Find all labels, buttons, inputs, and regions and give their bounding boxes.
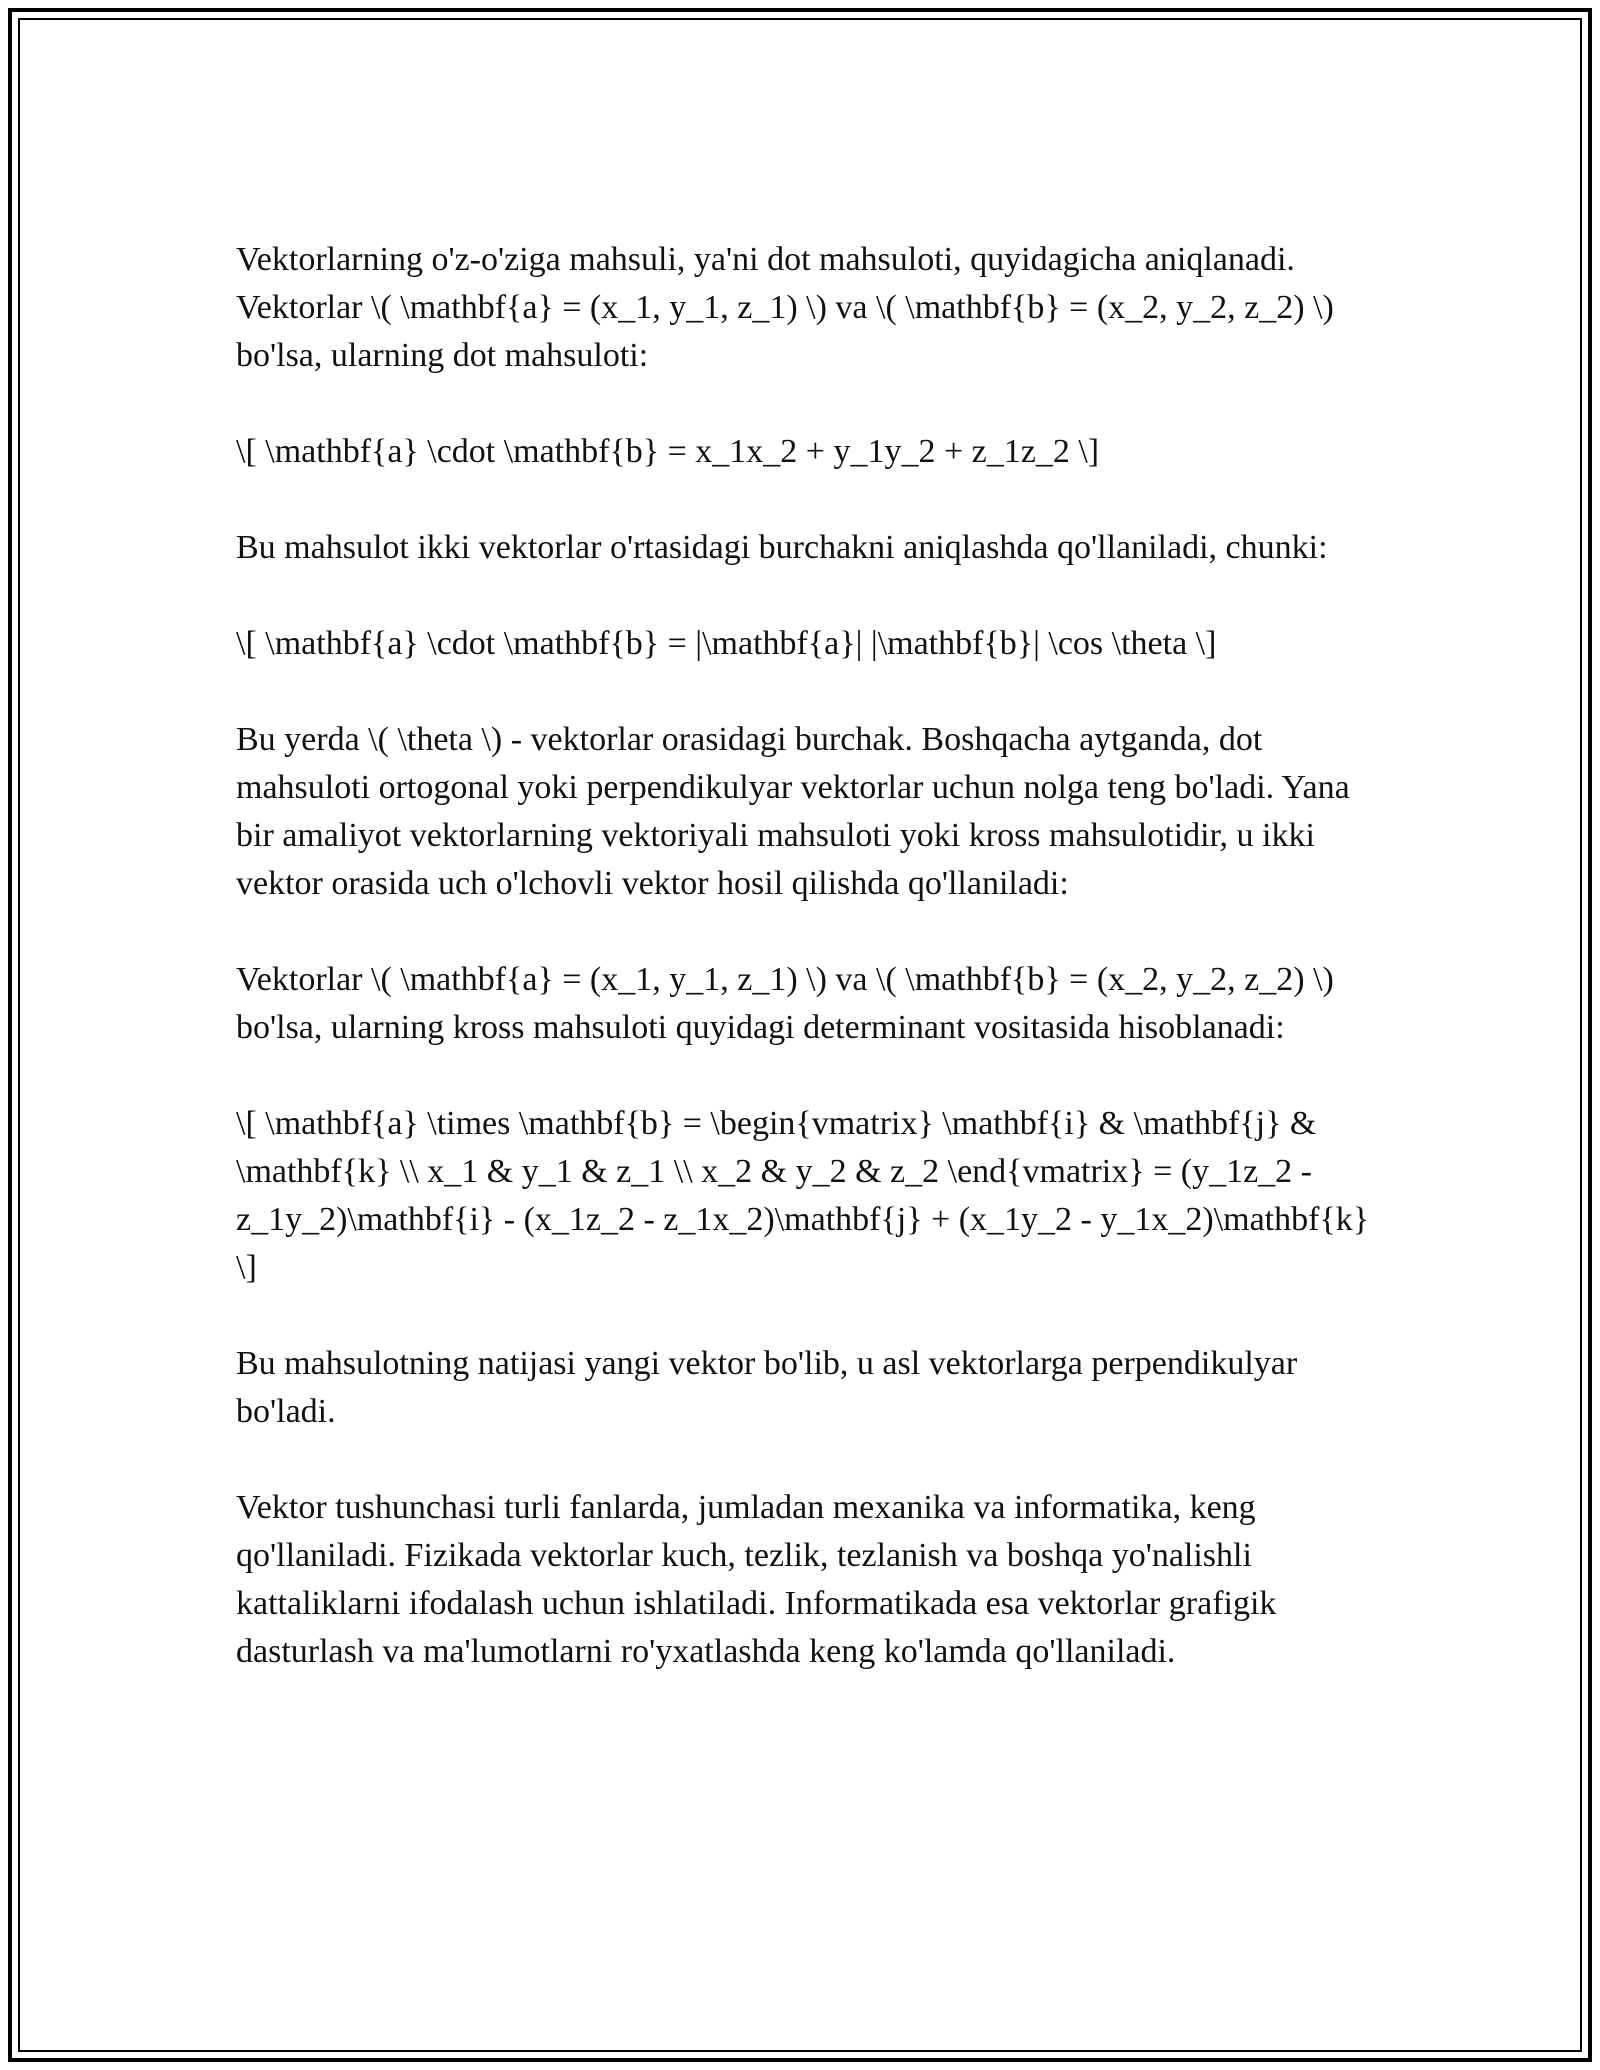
paragraph-dot-product-intro: Vektorlarning o'z-o'ziga mahsuli, ya'ni dot mahsuloti, quyidagicha aniqlanadi. Vektorlar \( \mathbf{a} = (x_1, y_1, z_1) \) va \( \mathbf{b} = (x_2, y_2, z_2) \) bo'lsa, ularning dot mahsuloti:: [236, 241, 1334, 374]
paragraph-cross-product-intro: Vektorlar \( \mathbf{a} = (x_1, y_1, z_1) \) va \( \mathbf{b} = (x_2, y_2, z_2) \) bo'lsa, ularning kross mahsuloti quyidagi determinant vositasida hisoblanadi:: [236, 961, 1334, 1046]
paragraph-vector-applications: Vektor tushunchasi turli fanlarda, jumladan mexanika va informatika, keng qo'llaniladi. Fizikada vektorlar kuch, tezlik, tezlanish va boshqa yo'nalishli kattaliklarni ifodalash uchun ishlatiladi. Informatikada esa vektorlar grafigik dasturlash va ma'lumotlarni ro'yxatlashda keng ko'lamda qo'llaniladi.: [236, 1489, 1277, 1670]
formula-cross-product: \[ \mathbf{a} \times \mathbf{b} = \begin{vmatrix} \mathbf{i} & \mathbf{j} & \mathbf{k} \\ x_1 & y_1 & z_1 \\ x_2 & y_2 & z_2 \end{vmatrix} = (y_1z_2 - z_1y_2)\mathbf{i} - (x_1z_2 - z_1x_2)\mathbf{j} + (x_1y_2 - y_1x_2)\mathbf{k} \]: [236, 1105, 1370, 1286]
paragraph-angle-usage: Bu mahsulot ikki vektorlar o'rtasidagi burchakni aniqlashda qo'llaniladi, chunki:: [236, 529, 1328, 566]
formula-dot-product-cosine: \[ \mathbf{a} \cdot \mathbf{b} = |\mathbf{a}| |\mathbf{b}| \cos \theta \]: [236, 625, 1217, 662]
paragraph-cross-product-result: Bu mahsulotning natijasi yangi vektor bo'lib, u asl vektorlarga perpendikulyar bo'ladi.: [236, 1345, 1298, 1430]
paragraph-theta-explanation: Bu yerda \( \theta \) - vektorlar orasidagi burchak. Boshqacha aytganda, dot mahsuloti ortogonal yoki perpendikulyar vektorlar uchun nolga teng bo'ladi. Yana bir amaliyot vektorlarning vektoriyali mahsuloti yoki kross mahsulotidir, u ikki vektor orasida uch o'lchovli vektor hosil qilishda qo'llaniladi:: [236, 721, 1350, 902]
formula-dot-product: \[ \mathbf{a} \cdot \mathbf{b} = x_1x_2 + y_1y_2 + z_1z_2 \]: [236, 433, 1100, 470]
document-body: [236, 236, 1376, 1676]
